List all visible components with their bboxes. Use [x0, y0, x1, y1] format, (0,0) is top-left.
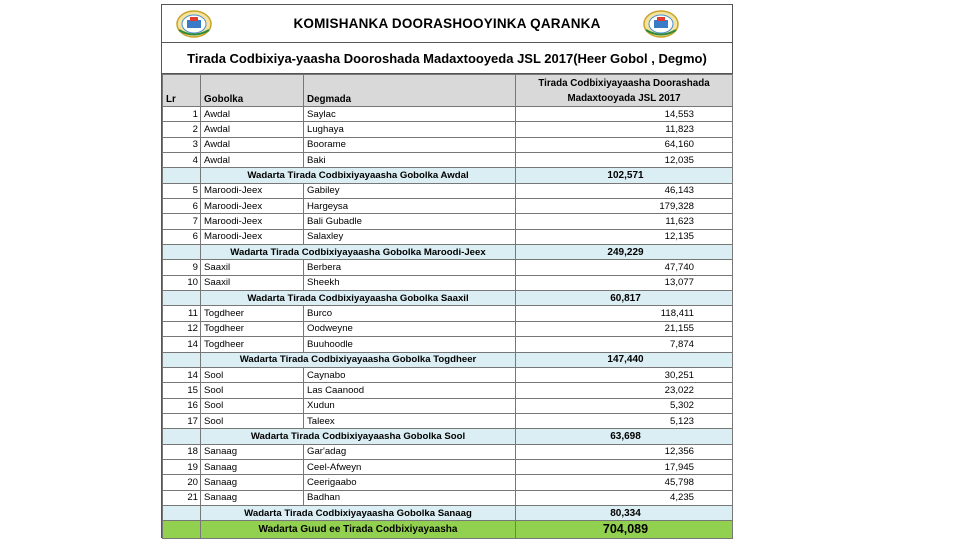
- cell-region: Saaxil: [201, 275, 304, 290]
- table-row: [163, 444, 733, 459]
- nec-emblem-icon: [641, 8, 681, 39]
- cell-district: Baki: [304, 153, 516, 168]
- subtotal-value: 102,571: [516, 168, 733, 183]
- cell-voters: 64,160: [516, 137, 733, 152]
- cell-voters: 30,251: [516, 367, 733, 382]
- cell-lr: 21: [163, 490, 201, 505]
- table-row: [163, 490, 733, 505]
- subtotal-value: 147,440: [516, 352, 733, 367]
- cell-lr: 19: [163, 459, 201, 474]
- cell-region: Awdal: [201, 122, 304, 137]
- cell-voters: 12,035: [516, 153, 733, 168]
- cell-lr: 1: [163, 107, 201, 122]
- cell-district: Taleex: [304, 413, 516, 428]
- table-row: [163, 137, 733, 152]
- column-header-lr: Lr: [163, 75, 201, 107]
- table-row: [163, 459, 733, 474]
- table-row: [163, 229, 733, 244]
- table-body: [163, 107, 733, 539]
- subtotal-label: Wadarta Tirada Codbixiyayaasha Gobolka Awdal: [201, 168, 516, 183]
- cell-lr: 10: [163, 275, 201, 290]
- subtotal-row: [163, 429, 733, 444]
- cell-lr: 4: [163, 153, 201, 168]
- cell-region: Maroodi-Jeex: [201, 199, 304, 214]
- cell-region: Sanaag: [201, 475, 304, 490]
- cell-lr: 12: [163, 321, 201, 336]
- cell-region: Maroodi-Jeex: [201, 183, 304, 198]
- cell-lr: 7: [163, 214, 201, 229]
- column-header-voters: [516, 75, 733, 107]
- table-row: [163, 275, 733, 290]
- table-row: [163, 321, 733, 336]
- cell-region: Sanaag: [201, 490, 304, 505]
- cell-lr: 17: [163, 413, 201, 428]
- cell-district: Sheekh: [304, 275, 516, 290]
- table-row: [163, 306, 733, 321]
- cell-region: Sool: [201, 398, 304, 413]
- cell-lr: 9: [163, 260, 201, 275]
- subtotal-label: Wadarta Tirada Codbixiyayaasha Gobolka Togdheer: [201, 352, 516, 367]
- cell-district: Xudun: [304, 398, 516, 413]
- table-row: [163, 183, 733, 198]
- cell-voters: 118,411: [516, 306, 733, 321]
- cell-voters: 11,623: [516, 214, 733, 229]
- cell-blank: [163, 245, 201, 260]
- table-row: [163, 122, 733, 137]
- grand-total-row: [163, 521, 733, 539]
- cell-lr: 16: [163, 398, 201, 413]
- column-header-voters-line2: Madaxtooyada JSL 2017: [567, 92, 681, 104]
- cell-region: Togdheer: [201, 337, 304, 352]
- cell-district: Lughaya: [304, 122, 516, 137]
- cell-district: Hargeysa: [304, 199, 516, 214]
- cell-region: Sool: [201, 383, 304, 398]
- cell-district: Gar'adag: [304, 444, 516, 459]
- cell-district: Oodweyne: [304, 321, 516, 336]
- subtotal-row: [163, 168, 733, 183]
- cell-blank: [163, 429, 201, 444]
- table-row: [163, 413, 733, 428]
- table-row: [163, 367, 733, 382]
- cell-district: Badhan: [304, 490, 516, 505]
- subtotal-row: [163, 245, 733, 260]
- table-row: [163, 383, 733, 398]
- cell-district: Berbera: [304, 260, 516, 275]
- subtotal-value: 80,334: [516, 505, 733, 520]
- cell-region: Sool: [201, 413, 304, 428]
- cell-district: Burco: [304, 306, 516, 321]
- table-row: [163, 153, 733, 168]
- table-row: [163, 337, 733, 352]
- cell-region: Maroodi-Jeex: [201, 214, 304, 229]
- cell-voters: 12,135: [516, 229, 733, 244]
- cell-voters: 47,740: [516, 260, 733, 275]
- cell-district: Buuhoodle: [304, 337, 516, 352]
- cell-voters: 13,077: [516, 275, 733, 290]
- cell-district: Salaxley: [304, 229, 516, 244]
- cell-lr: 18: [163, 444, 201, 459]
- column-header-voters-line1: Tirada Codbixiyayaasha Doorashada: [538, 77, 710, 89]
- cell-lr: 14: [163, 367, 201, 382]
- cell-voters: 17,945: [516, 459, 733, 474]
- subtotal-value: 60,817: [516, 291, 733, 306]
- grand-total-value: 704,089: [516, 521, 733, 539]
- cell-voters: 12,356: [516, 444, 733, 459]
- table-subtitle: Tirada Codbixiya-yaasha Dooroshada Madaxtooyeda JSL 2017(Heer Gobol , Degmo): [162, 43, 732, 74]
- cell-blank: [163, 521, 201, 539]
- column-header-district: Degmada: [304, 75, 516, 107]
- cell-district: Ceerigaabo: [304, 475, 516, 490]
- cell-blank: [163, 291, 201, 306]
- cell-region: Sanaag: [201, 444, 304, 459]
- subtotal-label: Wadarta Tirada Codbixiyayaasha Gobolka Sanaag: [201, 505, 516, 520]
- cell-voters: 179,328: [516, 199, 733, 214]
- cell-region: Awdal: [201, 153, 304, 168]
- cell-district: Boorame: [304, 137, 516, 152]
- cell-region: Sool: [201, 367, 304, 382]
- cell-voters: 4,235: [516, 490, 733, 505]
- cell-voters: 45,798: [516, 475, 733, 490]
- cell-blank: [163, 352, 201, 367]
- cell-lr: 15: [163, 383, 201, 398]
- cell-region: Saaxil: [201, 260, 304, 275]
- cell-district: Bali Gubadle: [304, 214, 516, 229]
- cell-district: Ceel-Afweyn: [304, 459, 516, 474]
- cell-region: Maroodi-Jeex: [201, 229, 304, 244]
- table-row: [163, 214, 733, 229]
- cell-lr: 6: [163, 229, 201, 244]
- cell-voters: 5,123: [516, 413, 733, 428]
- cell-blank: [163, 168, 201, 183]
- cell-voters: 5,302: [516, 398, 733, 413]
- cell-lr: 11: [163, 306, 201, 321]
- subtotal-row: [163, 352, 733, 367]
- subtotal-label: Wadarta Tirada Codbixiyayaasha Gobolka Maroodi-Jeex: [201, 245, 516, 260]
- subtotal-row: [163, 291, 733, 306]
- cell-lr: 6: [163, 199, 201, 214]
- column-header-region: Gobolka: [201, 75, 304, 107]
- cell-voters: 11,823: [516, 122, 733, 137]
- cell-lr: 5: [163, 183, 201, 198]
- cell-region: Togdheer: [201, 306, 304, 321]
- subtotal-row: [163, 505, 733, 520]
- cell-voters: 23,022: [516, 383, 733, 398]
- cell-voters: 46,143: [516, 183, 733, 198]
- subtotal-value: 249,229: [516, 245, 733, 260]
- cell-region: Togdheer: [201, 321, 304, 336]
- commission-title: KOMISHANKA DOORASHOOYINKA QARANKA: [162, 5, 732, 43]
- cell-region: Sanaag: [201, 459, 304, 474]
- cell-lr: 20: [163, 475, 201, 490]
- table-row: [163, 199, 733, 214]
- cell-lr: 2: [163, 122, 201, 137]
- subtotal-label: Wadarta Tirada Codbixiyayaasha Gobolka Saaxil: [201, 291, 516, 306]
- results-sheet: [161, 4, 733, 538]
- subtotal-value: 63,698: [516, 429, 733, 444]
- cell-lr: 3: [163, 137, 201, 152]
- nec-emblem-icon: [174, 8, 214, 39]
- cell-district: Saylac: [304, 107, 516, 122]
- table-row: [163, 475, 733, 490]
- subtotal-label: Wadarta Tirada Codbixiyayaasha Gobolka Sool: [201, 429, 516, 444]
- voter-table: [162, 74, 733, 539]
- cell-lr: 14: [163, 337, 201, 352]
- cell-region: Awdal: [201, 137, 304, 152]
- cell-district: Caynabo: [304, 367, 516, 382]
- cell-voters: 21,155: [516, 321, 733, 336]
- table-row: [163, 398, 733, 413]
- cell-blank: [163, 505, 201, 520]
- table-header-row: [163, 75, 733, 107]
- table-row: [163, 107, 733, 122]
- cell-voters: 14,553: [516, 107, 733, 122]
- cell-voters: 7,874: [516, 337, 733, 352]
- table-row: [163, 260, 733, 275]
- cell-district: Las Caanood: [304, 383, 516, 398]
- cell-district: Gabiley: [304, 183, 516, 198]
- cell-region: Awdal: [201, 107, 304, 122]
- grand-total-label: Wadarta Guud ee Tirada Codbixiyayaasha: [201, 521, 516, 539]
